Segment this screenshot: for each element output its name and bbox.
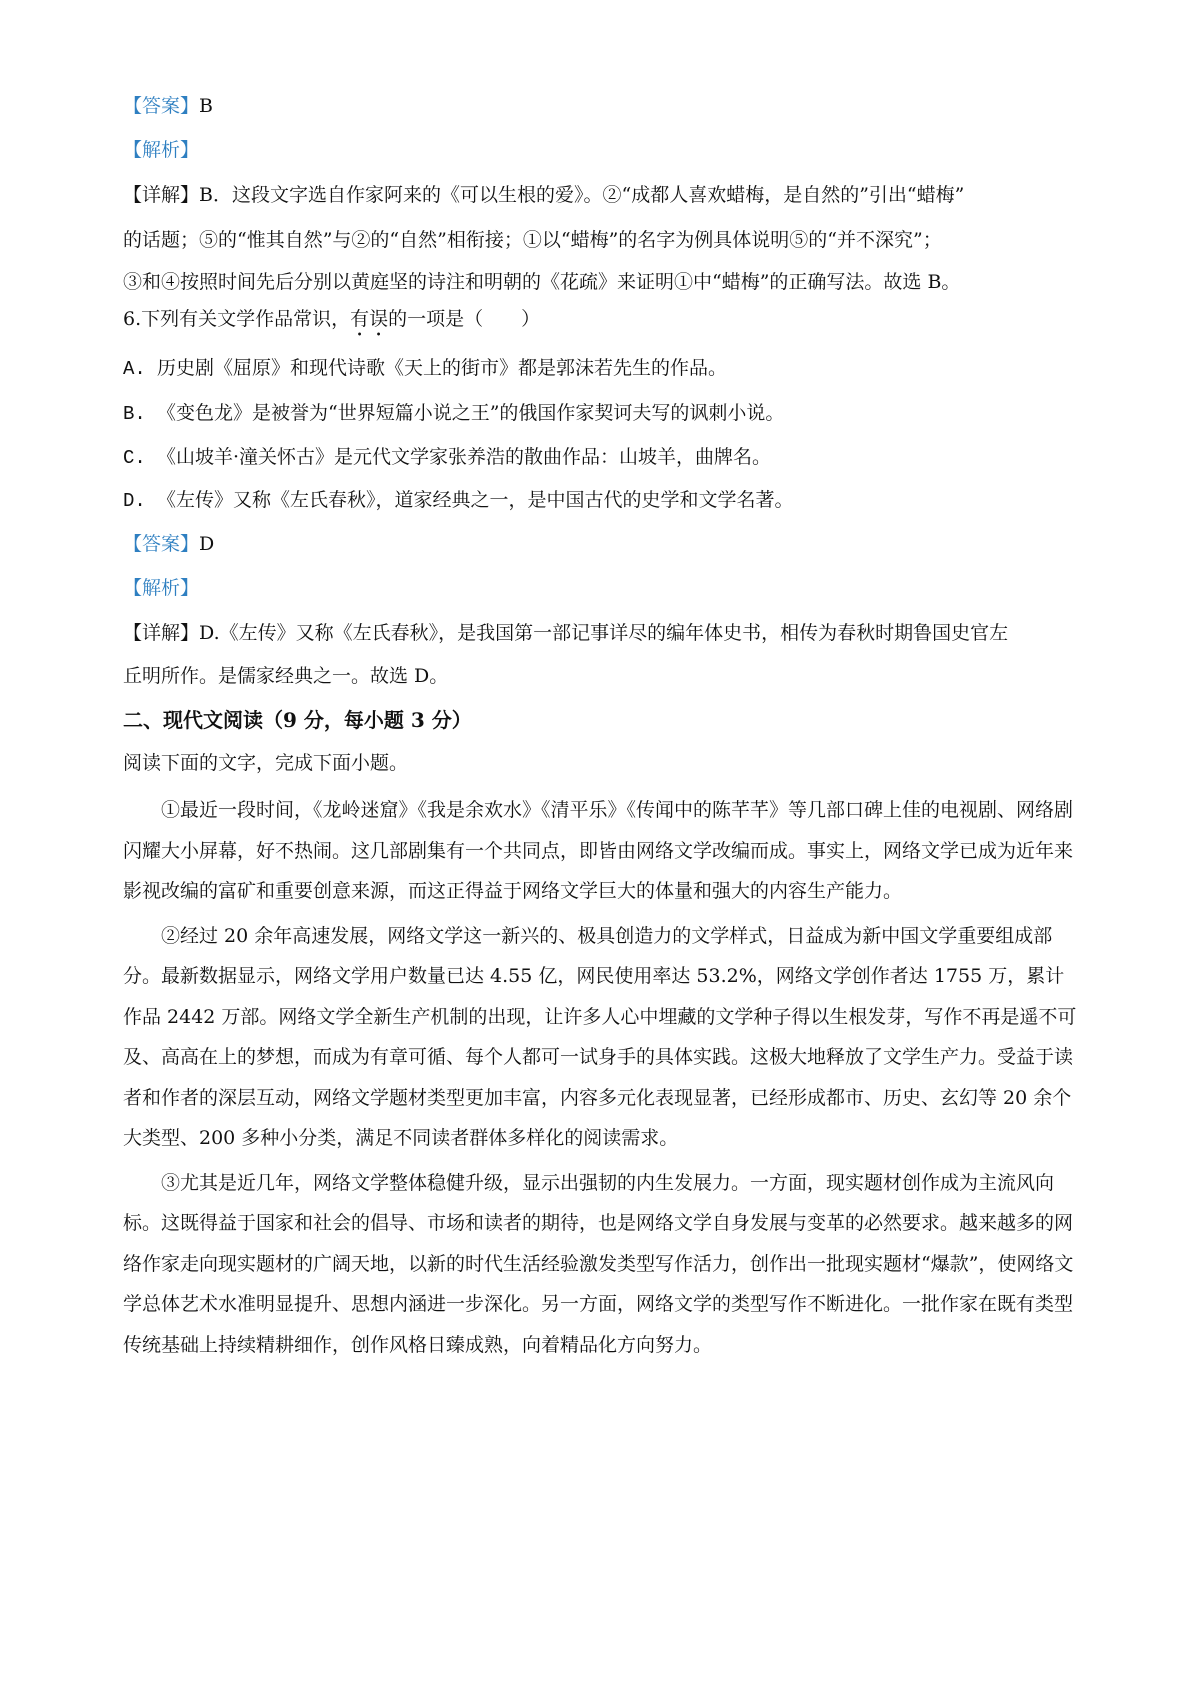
q5-answer-line: [123, 92, 213, 120]
q6-stem-after: 的一项是（ ）: [388, 308, 541, 330]
q6-option-d-text: 《左传》又称《左氏春秋》，道家经典之一，是中国古代的史学和文学名著。: [157, 489, 794, 511]
reading-passage: [123, 790, 1079, 1365]
q6-option-c-text: 《山坡羊·潼关怀古》是元代文学家张养浩的散曲作品：山坡羊，曲牌名。: [157, 446, 772, 468]
q6-answer-value: D: [199, 533, 215, 555]
q6-option-d: [123, 486, 794, 515]
q5-detail-line-3: [123, 268, 960, 296]
reading-instruction: 阅读下面的文字，完成下面小题。: [123, 752, 409, 774]
q6-detail-line-2: [123, 662, 448, 690]
q6-option-c-letter: C.: [123, 447, 146, 469]
q6-option-c: [123, 443, 771, 472]
q6-analysis-line: [123, 574, 199, 602]
q5-detail-text-3: ③和④按照时间先后分别以黄庭坚的诗注和明朝的《花疏》来证明①中“蜡梅”的正确写法。故选 B。: [123, 271, 961, 293]
q5-detail-text-2: 的话题；⑤的“惟其自然”与②的“自然”相衔接；①以“蜡梅”的名字为例具体说明⑤的“并不深究”；: [123, 229, 942, 251]
q6-option-b-letter: B.: [123, 403, 146, 425]
q5-detail-line-1: [123, 181, 964, 209]
q6-option-b-text: 《变色龙》是被誉为“世界短篇小说之王”的俄国作家契诃夫写的讽刺小说。: [157, 402, 785, 424]
passage-paragraph-1: ①最近一段时间，《龙岭迷窟》《我是余欢水》《清平乐》《传闻中的陈芊芊》等几部口碑上佳的电视剧、网络剧闪耀大小屏幕，好不热闹。这几部剧集有一个共同点，即皆由网络文学改编而成。事实上，网络文学已成为近年来影视改编的富矿和重要创意来源，而这正得益于网络文学巨大的体量和强大的内容生产能力。: [123, 799, 1074, 902]
q5-answer-tag: 【答案】: [123, 95, 200, 117]
q6-option-a-letter: A.: [123, 358, 146, 380]
q6-stem-before: 6.下列有关文学作品常识，: [123, 308, 351, 330]
section-heading: 二、现代文阅读（9 分，每小题 3 分）: [123, 708, 472, 732]
q6-detail-text-2: 丘明所作。是儒家经典之一。故选 D。: [123, 665, 449, 687]
q5-analysis-line: [123, 136, 199, 164]
q6-stem-emphasis: 有误: [350, 308, 389, 330]
q6-option-b: [123, 399, 784, 428]
q6-detail-tag: 【详解】: [123, 622, 200, 644]
q6-answer-line: [123, 530, 214, 558]
q5-detail-line-2: [123, 226, 942, 254]
q5-analysis-tag: 【解析】: [123, 139, 200, 161]
q5-detail-tag: 【详解】: [123, 184, 200, 206]
passage-paragraph-3: ③尤其是近几年，网络文学整体稳健升级，显示出强韧的内生发展力。一方面，现实题材创作成为主流风向标。这既得益于国家和社会的倡导、市场和读者的期待，也是网络文学自身发展与变革的必然要求。越来越多的网络作家走向现实题材的广阔天地，以新的时代生活经验激发类型写作活力，创作出一批现实题材“爆款”，使网络文学总体艺术水准明显提升、思想内涵进一步深化。另一方面，网络文学的类型写作不断进化。一批作家在既有类型传统基础上持续精耕细作，创作风格日臻成熟，向着精品化方向努力。: [123, 1171, 1074, 1356]
q6-analysis-tag: 【解析】: [123, 577, 200, 599]
q6-detail-line-1: [123, 619, 1008, 647]
q6-option-a: [123, 354, 727, 383]
q6-stem: [123, 305, 540, 341]
passage-paragraph-2: ②经过 20 余年高速发展，网络文学这一新兴的、极具创造力的文学样式，日益成为新中国文学重要组成部分。最新数据显示，网络文学用户数量已达 4.55 亿，网民使用率达 53.2%，网络文学创作者达 1755 万，累计作品 2442 万部。网络文学全新生产机制的出现，让许多人心中埋藏的文学种子得以生根发芽，写作不再是遥不可及、高高在上的梦想，而成为有章可循、每个人都可一试身手的具体实践。这极大地释放了文学生产力。受益于读者和作者的深层互动，网络文学题材类型更加丰富，内容多元化表现显著，已经形成都市、历史、玄幻等 20 余个大类型、200 多种小分类，满足不同读者群体多样化的阅读需求。: [123, 924, 1077, 1149]
q5-answer-value: B: [199, 95, 213, 117]
q6-option-d-letter: D.: [123, 490, 146, 512]
q6-detail-text-1: D.《左传》又称《左氏春秋》，是我国第一部记事详尽的编年体史书，相传为春秋时期鲁国史官左: [199, 622, 1009, 644]
q6-option-a-text: 历史剧《屈原》和现代诗歌《天上的街市》都是郭沫若先生的作品。: [157, 357, 728, 379]
q6-answer-tag: 【答案】: [123, 533, 200, 555]
q5-detail-text-1: B．这段文字选自作家阿来的《可以生根的爱》。②“成都人喜欢蜡梅，是自然的”引出“蜡梅”: [199, 184, 965, 206]
